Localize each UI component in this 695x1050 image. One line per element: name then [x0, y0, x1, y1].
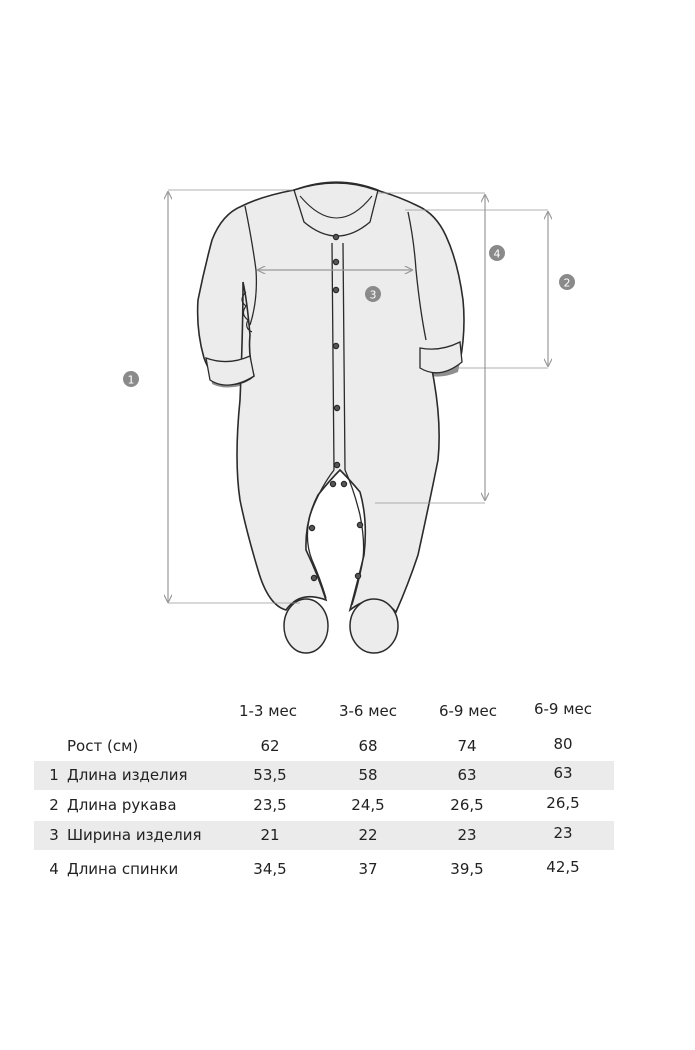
- table-row: [34, 821, 614, 850]
- cell-3-6: 58: [358, 766, 378, 784]
- cell-1-3: 53,5: [253, 766, 287, 784]
- cell-6-9: 74: [457, 737, 477, 755]
- marker-1-label: 1: [127, 373, 135, 387]
- header-6-9-b: 6-9 мес: [533, 700, 593, 718]
- cell-6-9-b: 63: [553, 764, 573, 782]
- marker-1: [123, 371, 139, 387]
- marker-3: [365, 286, 381, 302]
- header-3-6: 3-6 мес: [338, 702, 398, 720]
- cell-6-9: 39,5: [450, 860, 484, 878]
- marker-2: [559, 274, 575, 290]
- cell-3-6: 22: [358, 826, 378, 844]
- cell-6-9-b: 42,5: [546, 858, 580, 876]
- cell-3-6: 37: [358, 860, 378, 878]
- romper-body: [198, 183, 464, 612]
- row-number: 2: [49, 796, 59, 814]
- cell-1-3: 62: [260, 737, 280, 755]
- row-label: Ширина изделия: [67, 826, 202, 844]
- cell-3-6: 24,5: [351, 796, 385, 814]
- cell-6-9: 26,5: [450, 796, 484, 814]
- row-number: 3: [49, 826, 59, 844]
- table-row: [34, 855, 614, 884]
- header-1-3: 1-3 мес: [238, 702, 298, 720]
- cell-1-3: 34,5: [253, 860, 287, 878]
- marker-4: [489, 245, 505, 261]
- cell-6-9-b: 23: [553, 824, 573, 842]
- row-label: Длина рукава: [67, 796, 177, 814]
- header-6-9: 6-9 мес: [438, 702, 498, 720]
- right-foot: [350, 599, 398, 653]
- table-row: [34, 761, 614, 790]
- table-row: [34, 732, 614, 761]
- row-label: Рост (см): [67, 737, 139, 755]
- cell-3-6: 68: [358, 737, 378, 755]
- cell-1-3: 21: [260, 826, 280, 844]
- cell-6-9: 23: [457, 826, 477, 844]
- cell-1-3: 23,5: [253, 796, 287, 814]
- left-foot: [284, 599, 328, 653]
- marker-3-label: 3: [369, 288, 377, 302]
- cell-6-9: 63: [457, 766, 477, 784]
- marker-4-label: 4: [493, 247, 501, 261]
- cell-6-9-b: 26,5: [546, 794, 580, 812]
- table-row: [34, 791, 614, 820]
- row-number: 1: [49, 766, 59, 784]
- row-label: Длина изделия: [67, 766, 188, 784]
- marker-2-label: 2: [563, 276, 571, 290]
- row-number: 4: [49, 860, 59, 878]
- row-label: Длина спинки: [67, 860, 179, 878]
- cell-6-9-b: 80: [553, 735, 573, 753]
